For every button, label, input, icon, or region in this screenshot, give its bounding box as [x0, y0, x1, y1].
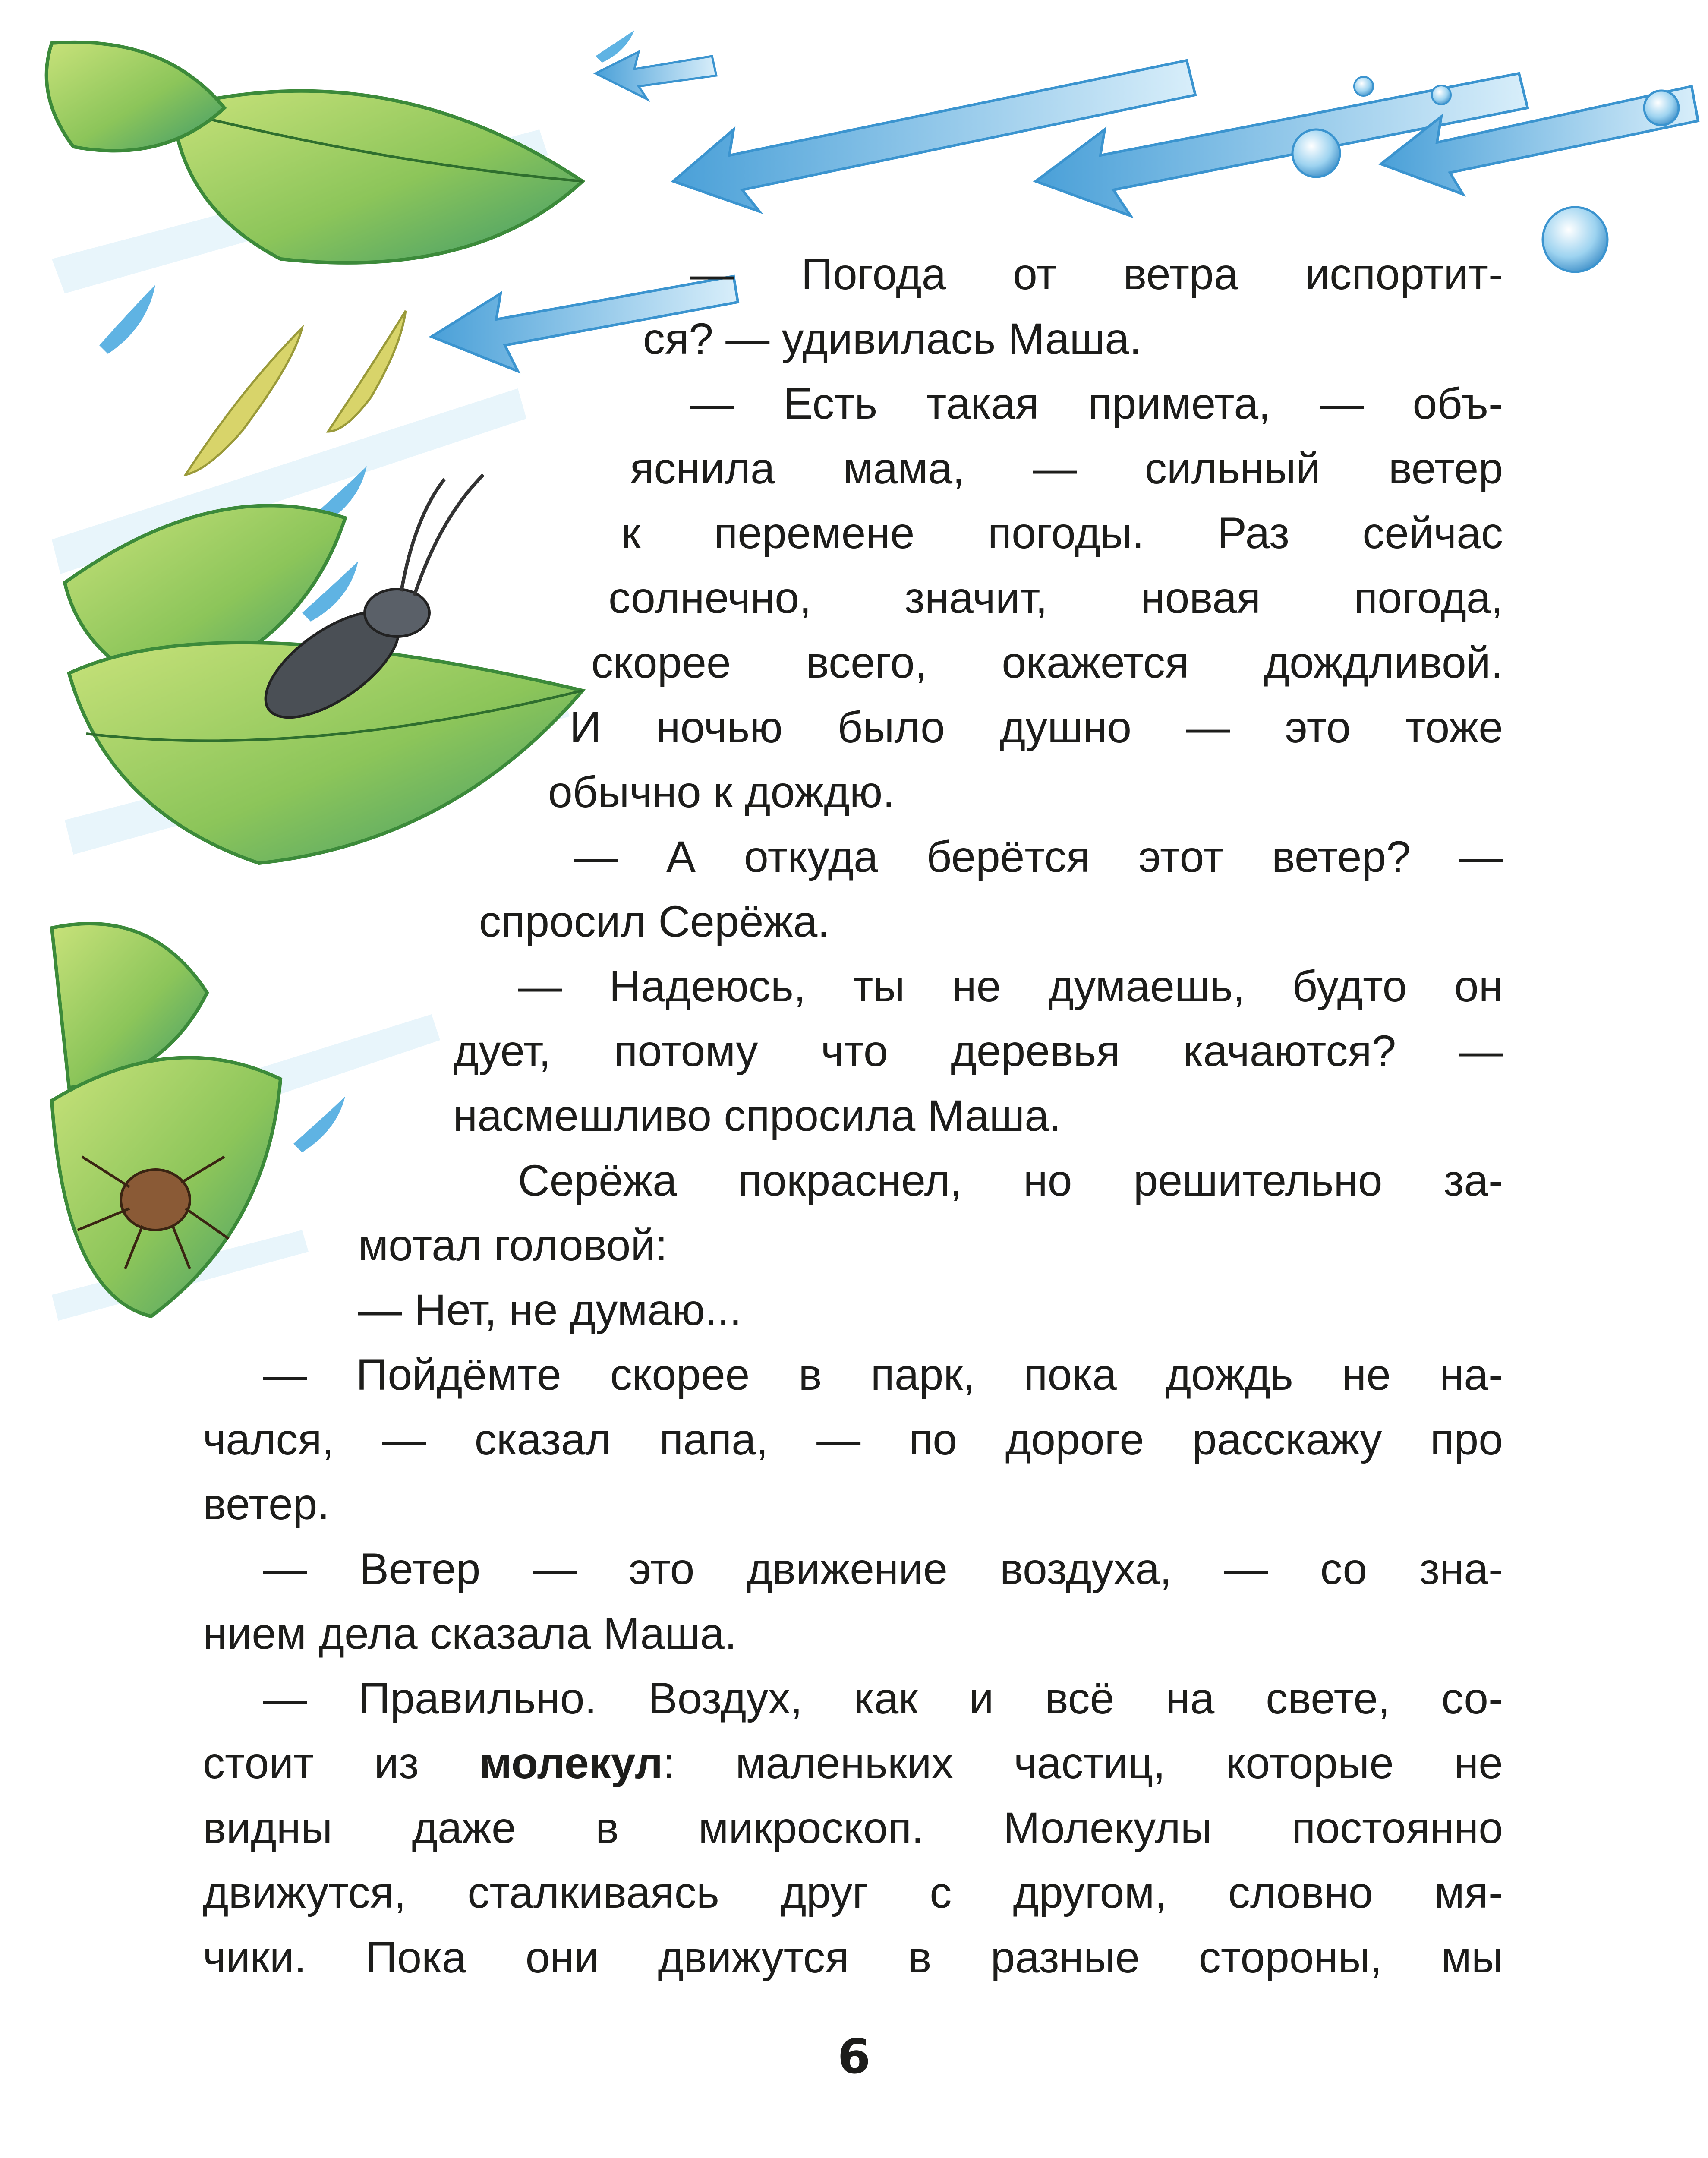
text-line: к перемене погоды. Раз сейчас [621, 508, 1503, 558]
text-line: обычно к дождю. [548, 767, 895, 817]
text-line: скорее всего, окажется дождливой. [591, 638, 1503, 687]
text-segment: : маленьких частиц, которые не [662, 1738, 1503, 1788]
text-line: — Правильно. Воздух, как и всё на свете, со- [263, 1674, 1503, 1723]
text-line: — Ветер — это движение воздуха, — со зна- [263, 1544, 1503, 1593]
text-line: чался, — сказал папа, — по дороге расскажу про [203, 1415, 1503, 1464]
text-line: мотал головой: [358, 1221, 668, 1270]
text-line [203, 1731, 1503, 1795]
text-line: нием дела сказала Маша. [203, 1609, 737, 1658]
text-line: движутся, сталкиваясь друг с другом, словно мя- [203, 1868, 1503, 1917]
text-line: яснила мама, — сильный ветер [630, 444, 1503, 493]
text-line: чики. Пока они движутся в разные стороны, мы [203, 1933, 1503, 1982]
text-line: спросил Серёжа. [479, 897, 830, 946]
page-number: 6 [837, 2029, 871, 2084]
text-line: — Погода от ветра испортит- [690, 249, 1503, 299]
text-line: дует, потому что деревья качаются? — [453, 1026, 1503, 1076]
text-line: — А откуда берётся этот ветер? — [574, 832, 1503, 881]
text-segment: стоит из [203, 1738, 479, 1788]
text-line: — Нет, не думаю... [358, 1285, 742, 1335]
text-line: Серёжа покраснел, но решительно за- [518, 1156, 1503, 1205]
text-line: — Надеюсь, ты не думаешь, будто он [518, 962, 1503, 1011]
text-line: видны даже в микроскоп. Молекулы постоянно [203, 1803, 1503, 1852]
text-line: И ночью было душно — это тоже [570, 703, 1503, 752]
text-line: ветер. [203, 1480, 330, 1529]
text-line: — Есть такая примета, — объ- [690, 379, 1503, 428]
text-line: ся? — удивилась Маша. [643, 314, 1142, 363]
text-line: солнечно, значит, новая погода, [608, 573, 1503, 622]
term-molecules: молекул [479, 1738, 663, 1788]
text-line: насмешливо спросила Маша. [453, 1091, 1062, 1140]
text-line: — Пойдёмте скорее в парк, пока дождь не на- [263, 1350, 1503, 1399]
